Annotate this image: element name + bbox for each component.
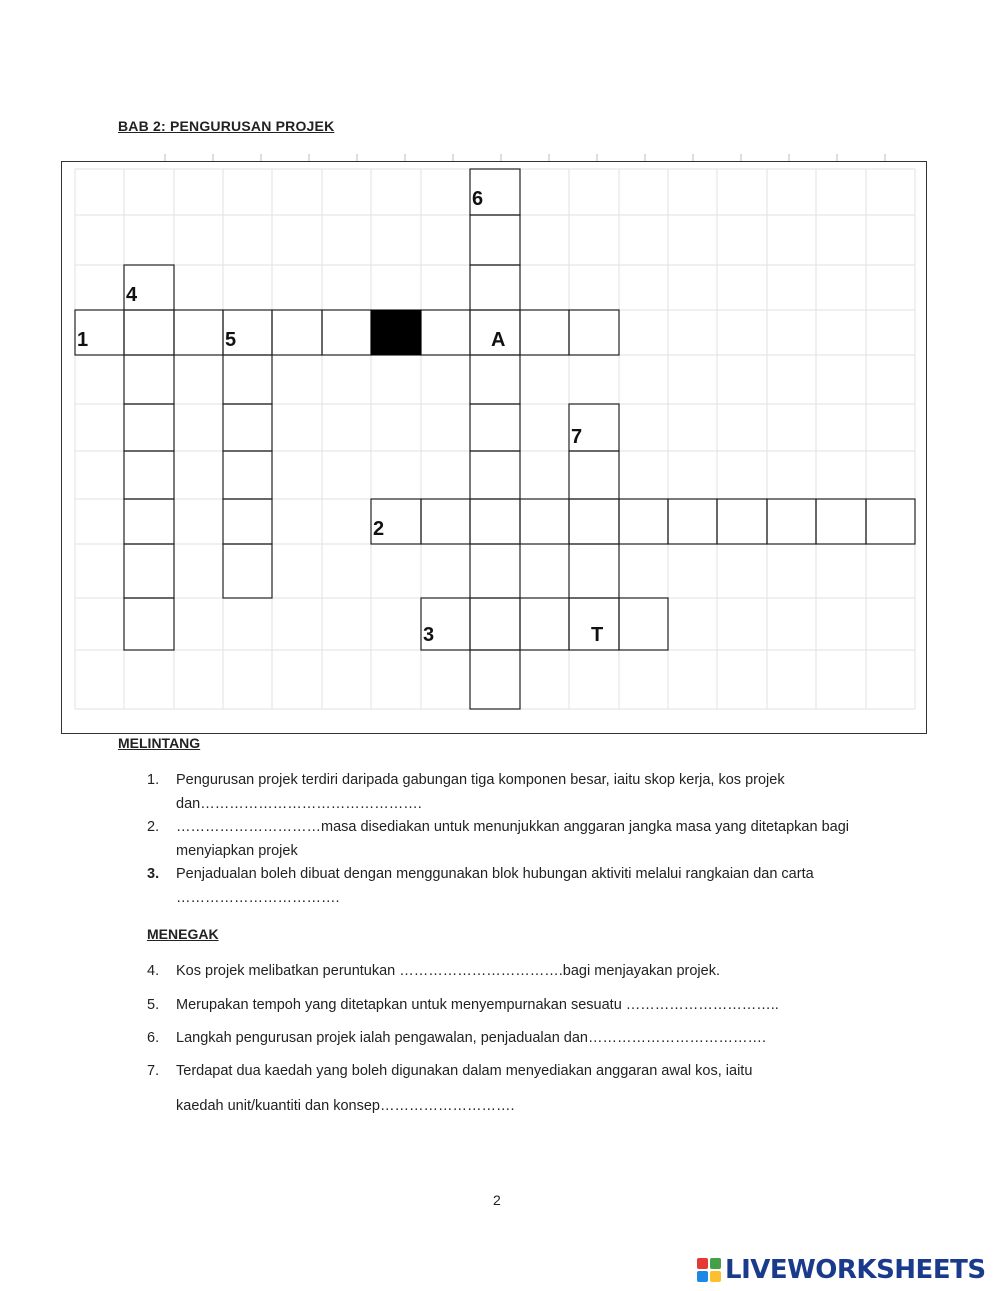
crossword-cell[interactable] — [470, 355, 520, 404]
crossword-cell[interactable] — [272, 310, 322, 355]
blocked-cell — [371, 310, 421, 355]
crossword-cell[interactable] — [816, 499, 866, 544]
crossword-cell[interactable] — [124, 355, 174, 404]
crossword-cell[interactable] — [470, 265, 520, 310]
clue-number: 6. — [147, 1030, 160, 1046]
clue-text: Merupakan tempoh yang ditetapkan untuk menyempurnakan sesuatu ………………………….. — [176, 997, 779, 1013]
clue-number: 4. — [147, 963, 160, 979]
clue-number-6: 6 — [472, 188, 484, 210]
crossword-cell[interactable] — [520, 310, 569, 355]
crossword-cell[interactable] — [767, 499, 816, 544]
clue-number-2: 2 — [373, 518, 385, 540]
crossword-cell[interactable] — [717, 499, 767, 544]
clue-number: 2. — [147, 819, 160, 835]
crossword-cell[interactable] — [322, 310, 371, 355]
crossword-cell[interactable] — [223, 355, 272, 404]
crossword-cell[interactable] — [569, 451, 619, 499]
crossword-cell[interactable] — [470, 451, 520, 499]
crossword-cell[interactable] — [619, 598, 668, 650]
crossword-cell[interactable] — [421, 499, 470, 544]
clue-number-5: 5 — [225, 329, 237, 351]
crossword-cell[interactable] — [421, 310, 470, 355]
page-title: BAB 2: PENGURUSAN PROJEK — [118, 118, 335, 134]
crossword-cell[interactable] — [124, 310, 174, 355]
clue-number: 5. — [147, 997, 160, 1013]
clue-text: …………………………masa disediakan untuk menunjukkan anggaran jangka masa yang ditetapkan bagi menyiapkan projek — [176, 819, 849, 859]
crossword-cell[interactable] — [124, 499, 174, 544]
crossword-cell[interactable] — [668, 499, 717, 544]
crossword-cell[interactable] — [569, 544, 619, 598]
clue-text: Kos projek melibatkan peruntukan …………………………….bagi menjayakan projek. — [176, 963, 720, 979]
clue-text: Langkah pengurusan projek ialah pengawalan, penjadualan dan………………………………. — [176, 1030, 767, 1046]
across-heading: MELINTANG — [118, 735, 201, 751]
crossword-cell[interactable] — [124, 598, 174, 650]
crossword-cell[interactable] — [520, 499, 569, 544]
crossword-cell[interactable] — [124, 404, 174, 451]
crossword-cell[interactable] — [569, 310, 619, 355]
crossword-cell[interactable] — [470, 404, 520, 451]
crossword-cell[interactable] — [520, 598, 569, 650]
crossword-cell[interactable] — [470, 598, 520, 650]
crossword-cell[interactable] — [223, 404, 272, 451]
clue-number-4: 4 — [126, 284, 138, 306]
clue-text: kaedah unit/kuantiti dan konsep………………………. — [176, 1098, 515, 1114]
crossword-cell[interactable] — [470, 544, 520, 598]
cell-letter-t: T — [591, 624, 604, 646]
clue-number: 3. — [147, 866, 160, 882]
liveworksheets-logo — [697, 1255, 986, 1285]
clue-text: Pengurusan projek terdiri daripada gabungan tiga komponen besar, iaitu skop kerja, kos projek dan………………………………………. — [176, 772, 785, 812]
brand-name: LIVEWORKSHEETS — [725, 1255, 986, 1285]
crossword-cell[interactable] — [124, 544, 174, 598]
crossword-cell[interactable] — [470, 499, 520, 544]
crossword-cell[interactable] — [223, 451, 272, 499]
clue-number-3: 3 — [423, 624, 435, 646]
crossword-cell[interactable] — [124, 451, 174, 499]
clue-number: 7. — [147, 1063, 160, 1079]
crossword-cell[interactable] — [569, 499, 619, 544]
crossword-cell[interactable] — [223, 544, 272, 598]
crossword-cell[interactable] — [619, 499, 668, 544]
cell-letter-a: A — [491, 329, 506, 351]
crossword-cell[interactable] — [866, 499, 915, 544]
crossword-cell[interactable] — [223, 499, 272, 544]
logo-mark-icon — [697, 1258, 721, 1282]
crossword-cell[interactable] — [174, 310, 223, 355]
crossword-cell[interactable] — [470, 215, 520, 265]
clue-number: 1. — [147, 772, 160, 788]
clue-number-1: 1 — [77, 329, 89, 351]
clue-number-7: 7 — [571, 426, 583, 448]
clue-text: Penjadualan boleh dibuat dengan menggunakan blok hubungan aktiviti melalui rangkaian dan carta ……………………………. — [176, 866, 814, 906]
page-number: 2 — [493, 1192, 501, 1208]
clue-text: Terdapat dua kaedah yang boleh digunakan dalam menyediakan anggaran awal kos, iaitu — [176, 1063, 753, 1079]
crossword-cell[interactable] — [470, 650, 520, 709]
down-heading: MENEGAK — [147, 926, 219, 942]
